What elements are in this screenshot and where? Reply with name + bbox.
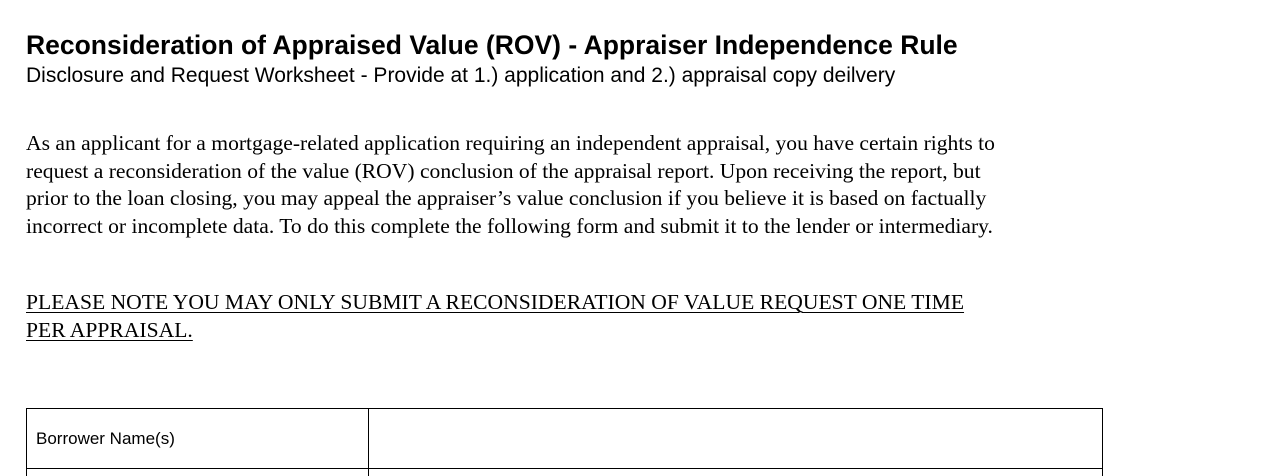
borrower-info-table bbox=[26, 408, 1103, 476]
notice-line: PER APPRAISAL. bbox=[26, 317, 193, 342]
borrower-name-label: Borrower Name(s) bbox=[27, 409, 369, 469]
borrower-name-field[interactable] bbox=[369, 409, 1103, 469]
page-title: Reconsideration of Appraised Value (ROV) - Appraiser Independence Rule bbox=[26, 30, 958, 60]
page-subtitle: Disclosure and Request Worksheet - Provide at 1.) application and 2.) appraisal copy deilvery bbox=[26, 64, 896, 87]
intro-line: request a reconsideration of the value (ROV) conclusion of the appraisal report. Upon receiving the report, but bbox=[26, 158, 981, 183]
one-time-notice bbox=[26, 289, 1276, 344]
form-row-label bbox=[27, 469, 369, 476]
table-row bbox=[27, 469, 1103, 476]
intro-line: prior to the loan closing, you may appeal the appraiser’s value conclusion if you believe it is based on factually bbox=[26, 186, 987, 210]
intro-paragraph bbox=[26, 130, 1276, 240]
intro-line: incorrect or incomplete data. To do this complete the following form and submit it to the lender or intermediary. bbox=[26, 213, 993, 238]
notice-line: PLEASE NOTE YOU MAY ONLY SUBMIT A RECONSIDERATION OF VALUE REQUEST ONE TIME bbox=[26, 290, 965, 314]
form-row-field[interactable] bbox=[369, 469, 1103, 476]
intro-line: As an applicant for a mortgage-related application requiring an independent appraisal, you have certain rights to bbox=[26, 131, 995, 155]
table-row bbox=[27, 409, 1103, 469]
